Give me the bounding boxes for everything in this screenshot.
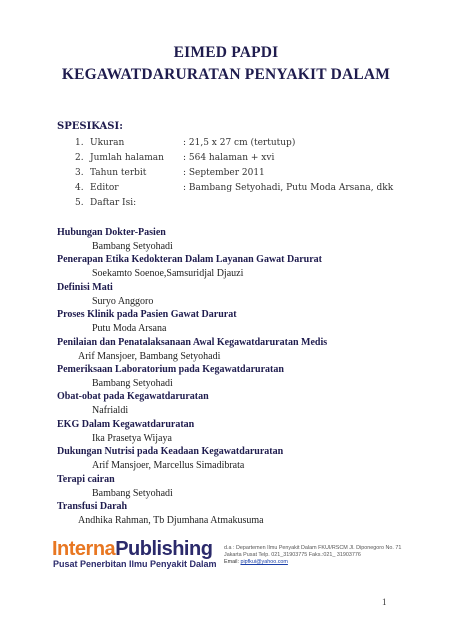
- toc-section-author: Bambang Setyohadi: [92, 241, 173, 252]
- spec-value: : 564 halaman + xvi: [183, 153, 275, 163]
- spec-value: : September 2011: [183, 168, 265, 178]
- interna-publishing-logo: [52, 538, 217, 574]
- toc-section-author: Arif Mansjoer, Marcellus Simadibrata: [92, 460, 245, 472]
- footer-address: [224, 545, 439, 567]
- toc-section-title: Pemeriksaan Laboratorium pada Kegawatdaruratan: [57, 364, 284, 375]
- email-line: [224, 559, 439, 566]
- toc-section-author: Putu Moda Arsana: [92, 323, 167, 335]
- spec-label: Daftar Isi:: [90, 198, 137, 208]
- document-subtitle: KEGAWATDARURATAN PENYAKIT DALAM: [61, 66, 391, 83]
- spec-number: 3.: [75, 168, 84, 178]
- toc-section-author: Nafrialdi: [92, 405, 129, 417]
- spec-label: Jumlah halaman: [90, 153, 164, 163]
- page-number: 1: [382, 597, 387, 607]
- logo-tagline: Pusat Penerbitan Ilmu Penyakit Dalam: [53, 559, 217, 569]
- document-title: EIMED PAPDI: [173, 44, 279, 61]
- toc-section-author: Bambang Setyohadi: [92, 378, 173, 389]
- spec-label: Tahun terbit: [90, 168, 147, 178]
- spec-value: : 21,5 x 27 cm (tertutup): [183, 138, 296, 148]
- toc-section-title: EKG Dalam Kegawatdaruratan: [57, 418, 195, 430]
- toc-section-author: Suryo Anggoro: [92, 295, 154, 307]
- toc-section-author: Andhika Rahman, Tb Djumhana Atmakusuma: [78, 515, 264, 526]
- spec-heading: SPESIKASI:: [57, 121, 123, 132]
- logo-wordmark: [52, 538, 212, 561]
- toc-section-author: Ika Prasetya Wijaya: [92, 432, 172, 444]
- toc-section-author: Soekamto Soenoe,Samsuridjal Djauzi: [92, 268, 244, 280]
- spec-number: 5.: [75, 198, 84, 208]
- toc-section-title: Penerapan Etika Kedokteran Dalam Layanan Gawat Darurat: [57, 254, 322, 266]
- spec-label: Editor: [90, 183, 119, 193]
- toc-section-title: Proses Klinik pada Pasien Gawat Darurat: [57, 309, 237, 321]
- spec-number: 4.: [75, 183, 84, 193]
- toc-section-title: Obat-obat pada Kegawatdaruratan: [57, 391, 209, 403]
- toc-section-title: Hubungan Dokter-Pasien: [57, 227, 166, 238]
- email-label: Email:: [224, 559, 239, 566]
- address-line-1: d.a : Departemen Ilmu Penyakit Dalam FKUI/RSCM Jl. Diponegoro No. 71: [224, 545, 402, 551]
- spec-value: : Bambang Setyohadi, Putu Moda Arsana, dkk: [183, 183, 394, 193]
- toc-section-title: Definisi Mati: [57, 281, 113, 293]
- toc-section-author: Bambang Setyohadi: [92, 487, 173, 499]
- logo-part-interna: Interna: [52, 538, 116, 560]
- toc-section-title: Penilaian dan Penatalaksanaan Awal Kegawatdaruratan Medis: [57, 336, 328, 348]
- spec-label: Ukuran: [90, 138, 125, 148]
- address-line-2: Jakarta Pusat Telp. 021_31903775 Faks.:021_ 31903776: [224, 552, 361, 559]
- logo-part-publishing: Publishing: [115, 538, 213, 560]
- spec-number: 1.: [75, 138, 84, 148]
- toc-section-title: Transfusi Darah: [57, 501, 128, 512]
- toc-section-title: Terapi cairan: [57, 473, 115, 485]
- toc-section-title: Dukungan Nutrisi pada Keadaan Kegawatdaruratan: [57, 446, 284, 458]
- toc-section-author: Arif Mansjoer, Bambang Setyohadi: [78, 350, 221, 362]
- spec-number: 2.: [75, 153, 84, 163]
- email-link[interactable]: pipfkui@yahoo.com: [240, 559, 288, 566]
